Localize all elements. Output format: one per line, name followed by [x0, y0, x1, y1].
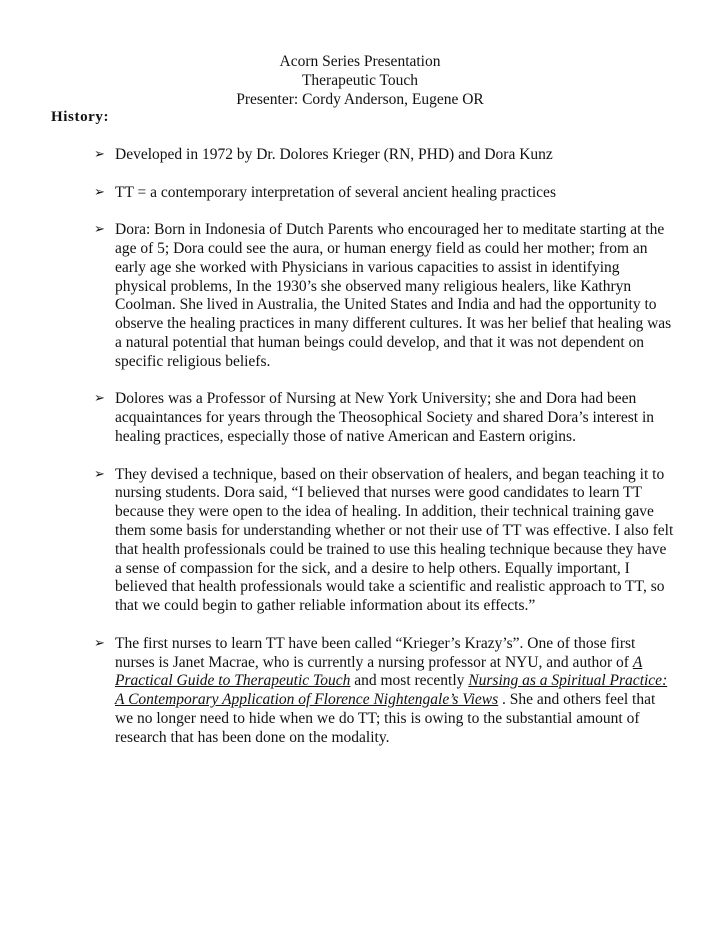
presenter-line: Presenter: Cordy Anderson, Eugene OR [236, 91, 484, 108]
section-heading-history: History: [51, 109, 110, 125]
arrow-bullet-icon: ➢ [94, 222, 105, 238]
bullet-text-part: The first nurses to learn TT have been called “Krieger’s Krazy’s”. One of those first nurses is Janet Macrae, who is currently a nursing professor at NYU, and author of [115, 634, 636, 671]
bullet-text: They devised a technique, based on their observation of healers, and began teaching it to nursing students. Dora said, “I believed that nurses were good candidates to learn TT because they were open to the idea of healing. In addition, their technical training gave them some basis for understanding whether or not their use of TT was effective. I also felt that health professionals could be trained to use this healing technique because they have a sense of compassion for the sick, and a desire to help others. Equally important, I believed that health professionals would take a scientific and realistic approach to TT, so that we could begin to gather reliable information about its effects.” [115, 465, 674, 615]
presentation-title: Therapeutic Touch [301, 72, 419, 89]
bullet-text: Dolores was a Professor of Nursing at New York University; she and Dora had been acquaintances for years through the Theosophical Society and shared Dora’s interest in healing practices, especially those of native American and Eastern origins. [115, 390, 655, 445]
arrow-bullet-icon: ➢ [94, 184, 105, 200]
bullet-text: TT = a contemporary interpretation of several ancient healing practices [115, 183, 556, 201]
bullet-item [94, 146, 674, 165]
bullet-text-part: . She and others feel that we no longer need to hide when we do TT; this is owing to the substantial amount of research that has been done on the modality. [115, 691, 656, 746]
book-title-reference: A Practical Guide to Therapeutic Touch [115, 653, 643, 690]
document-header [0, 52, 720, 109]
bullet-item [94, 221, 674, 371]
bullet-item [94, 635, 674, 748]
arrow-bullet-icon: ➢ [94, 391, 105, 407]
series-title: Acorn Series Presentation [279, 53, 441, 70]
bullet-item [94, 466, 674, 616]
arrow-bullet-icon: ➢ [94, 466, 105, 482]
arrow-bullet-icon: ➢ [94, 147, 105, 162]
arrow-bullet-icon: ➢ [94, 635, 105, 651]
bullet-item [94, 390, 674, 446]
bullet-text: Developed in 1972 by Dr. Dolores Krieger (RN, PHD) and Dora Kunz [115, 146, 553, 163]
book-title-reference: Nursing as a Spiritual Practice: A Contemporary Application of Florence Nightengale’s Views [115, 672, 668, 709]
bullet-text-part: and most recently [350, 672, 469, 690]
bullet-item [94, 184, 674, 203]
bullet-text: Dora: Born in Indonesia of Dutch Parents who encouraged her to meditate starting at the age of 5; Dora could see the aura, or human energy field as could her mother; from an early age she worked with Physicians in various capacities to assist in identifying physical problems, In the 1930’s she observed many religious healers, like Kathryn Coolman. She lived in Australia, the United States and India and had the opportunity to observe the healing practices in many different cultures. It was her belief that healing was a natural potential that human beings could develop, and that it was not dependent on specific religious beliefs. [115, 221, 672, 370]
history-bullet-list [94, 146, 674, 766]
